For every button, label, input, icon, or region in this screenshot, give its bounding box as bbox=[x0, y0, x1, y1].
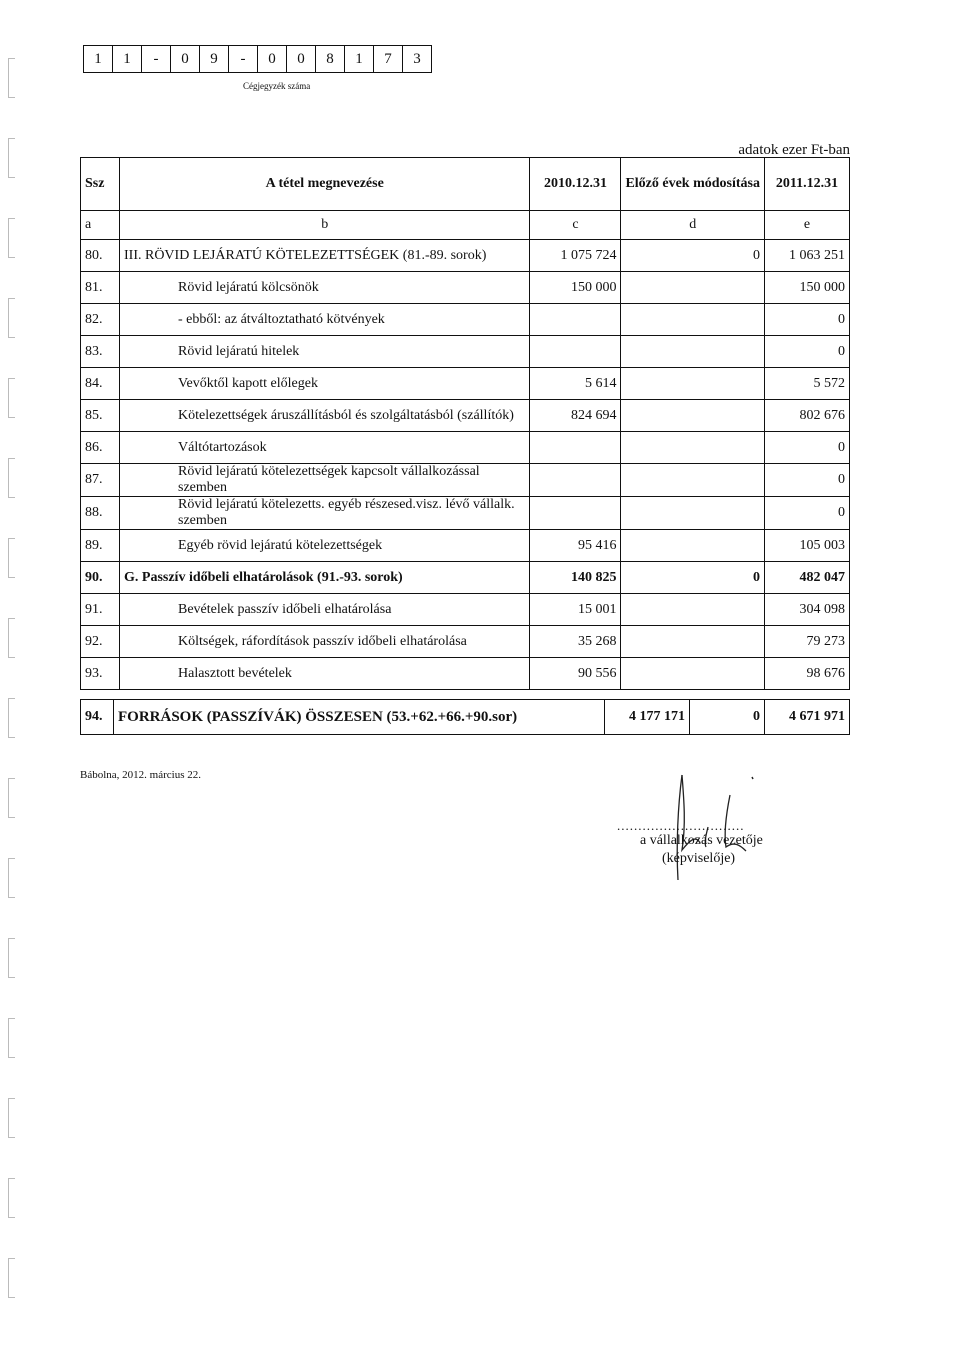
table-row bbox=[81, 497, 850, 530]
table-row bbox=[81, 304, 850, 336]
table-row bbox=[81, 530, 850, 562]
row-name: Rövid lejáratú hitelek bbox=[120, 336, 530, 368]
header-modification: Előző évek módosítása bbox=[621, 158, 765, 211]
signature-role bbox=[640, 832, 763, 868]
row-name: Rövid lejáratú kötelezettségek kapcsolt vállalkozással szemben bbox=[120, 464, 530, 497]
total-no: 94. bbox=[81, 700, 114, 735]
row-2011: 105 003 bbox=[765, 530, 850, 562]
row-modification bbox=[621, 368, 765, 400]
reg-digit: 0 bbox=[258, 46, 287, 72]
row-number: 89. bbox=[81, 530, 120, 562]
role-line-2: (képviselője) bbox=[662, 851, 736, 867]
row-2011: 0 bbox=[765, 432, 850, 464]
row-name: G. Passzív időbeli elhatárolások (91.-93. sorok) bbox=[120, 562, 530, 594]
row-2011: 482 047 bbox=[765, 562, 850, 594]
table-row bbox=[81, 400, 850, 432]
header-2011: 2011.12.31 bbox=[765, 158, 850, 211]
row-2010: 35 268 bbox=[530, 626, 621, 658]
row-name: - ebből: az átváltoztatható kötvények bbox=[120, 304, 530, 336]
table-row bbox=[81, 240, 850, 272]
row-2011: 150 000 bbox=[765, 272, 850, 304]
binder-mark bbox=[8, 1018, 15, 1058]
reg-digit: 8 bbox=[316, 46, 345, 72]
row-number: 92. bbox=[81, 626, 120, 658]
row-2011: 802 676 bbox=[765, 400, 850, 432]
row-number: 88. bbox=[81, 497, 120, 530]
unit-note: adatok ezer Ft-ban bbox=[738, 142, 850, 158]
reg-digit: 9 bbox=[200, 46, 229, 72]
row-modification bbox=[621, 432, 765, 464]
binder-mark bbox=[8, 698, 15, 738]
row-name: Halasztott bevételek bbox=[120, 658, 530, 690]
table-row bbox=[81, 464, 850, 497]
row-2010: 140 825 bbox=[530, 562, 621, 594]
table-row bbox=[81, 272, 850, 304]
table-row bbox=[81, 562, 850, 594]
total-name: FORRÁSOK (PASSZÍVÁK) ÖSSZESEN (53.+62.+66.+90.sor) bbox=[114, 700, 605, 735]
row-2010: 1 075 724 bbox=[530, 240, 621, 272]
header-name: A tétel megnevezése bbox=[120, 158, 530, 211]
row-2010 bbox=[530, 432, 621, 464]
row-modification: 0 bbox=[621, 562, 765, 594]
row-number: 93. bbox=[81, 658, 120, 690]
place-date: Bábolna, 2012. március 22. bbox=[80, 769, 201, 781]
registration-number bbox=[83, 45, 432, 73]
row-modification bbox=[621, 497, 765, 530]
table-row bbox=[81, 658, 850, 690]
row-2011: 0 bbox=[765, 497, 850, 530]
reg-separator: - bbox=[229, 46, 258, 72]
total-2010: 4 177 171 bbox=[605, 700, 690, 735]
table-row bbox=[81, 594, 850, 626]
row-modification bbox=[621, 594, 765, 626]
table-row bbox=[81, 432, 850, 464]
binder-mark bbox=[8, 858, 15, 898]
reg-digit: 3 bbox=[413, 50, 421, 67]
row-number: 80. bbox=[81, 240, 120, 272]
binder-mark bbox=[8, 778, 15, 818]
row-modification bbox=[621, 626, 765, 658]
header-row bbox=[81, 158, 850, 211]
row-2011: 0 bbox=[765, 336, 850, 368]
reg-digit: 7 bbox=[374, 46, 403, 72]
letter-b: b bbox=[120, 211, 530, 240]
row-2011: 79 273 bbox=[765, 626, 850, 658]
total-modification: 0 bbox=[690, 700, 765, 735]
binder-mark bbox=[8, 618, 15, 658]
row-2010 bbox=[530, 464, 621, 497]
row-2011: 0 bbox=[765, 304, 850, 336]
row-modification bbox=[621, 272, 765, 304]
table-row bbox=[81, 368, 850, 400]
binder-mark bbox=[8, 1098, 15, 1138]
row-modification: 0 bbox=[621, 240, 765, 272]
binder-mark bbox=[8, 58, 15, 98]
binder-mark bbox=[8, 138, 15, 178]
reg-digit: 0 bbox=[171, 46, 200, 72]
liabilities-table bbox=[80, 157, 850, 690]
row-name: Bevételek passzív időbeli elhatárolása bbox=[120, 594, 530, 626]
row-2010: 150 000 bbox=[530, 272, 621, 304]
row-number: 84. bbox=[81, 368, 120, 400]
reg-digit: 1 bbox=[113, 46, 142, 72]
registration-caption: Cégjegyzék száma bbox=[243, 81, 311, 91]
reg-digit: 0 bbox=[287, 46, 316, 72]
row-name: Rövid lejáratú kötelezetts. egyéb részesed.visz. lévő vállalk. szemben bbox=[120, 497, 530, 530]
row-name: Költségek, ráfordítások passzív időbeli elhatárolása bbox=[120, 626, 530, 658]
row-name: Kötelezettségek áruszállításból és szolgáltatásból (szállítók) bbox=[120, 400, 530, 432]
row-2011: 1 063 251 bbox=[765, 240, 850, 272]
total-2011: 4 671 971 bbox=[789, 709, 845, 724]
row-modification bbox=[621, 464, 765, 497]
binder-mark bbox=[8, 218, 15, 258]
row-number: 90. bbox=[81, 562, 120, 594]
binder-mark bbox=[8, 938, 15, 978]
row-2010: 824 694 bbox=[530, 400, 621, 432]
role-line-1: a vállalkozás vezetője bbox=[640, 833, 763, 848]
header-2010: 2010.12.31 bbox=[530, 158, 621, 211]
binder-mark bbox=[8, 1178, 15, 1218]
row-number: 83. bbox=[81, 336, 120, 368]
table-row bbox=[81, 336, 850, 368]
reg-separator: - bbox=[142, 46, 171, 72]
row-number: 81. bbox=[81, 272, 120, 304]
row-2011: 5 572 bbox=[765, 368, 850, 400]
row-number: 87. bbox=[81, 464, 120, 497]
signature-line: .............................. bbox=[617, 818, 745, 833]
binder-mark bbox=[8, 458, 15, 498]
binder-mark bbox=[8, 378, 15, 418]
header-ssz: Ssz bbox=[81, 158, 120, 211]
row-2011: 304 098 bbox=[765, 594, 850, 626]
row-modification bbox=[621, 400, 765, 432]
row-modification bbox=[621, 658, 765, 690]
row-2010: 15 001 bbox=[530, 594, 621, 626]
row-2010 bbox=[530, 497, 621, 530]
binder-mark bbox=[8, 538, 15, 578]
row-2010: 5 614 bbox=[530, 368, 621, 400]
letter-a: a bbox=[81, 211, 120, 240]
total-row bbox=[80, 699, 850, 735]
row-modification bbox=[621, 530, 765, 562]
row-2010 bbox=[530, 336, 621, 368]
binder-mark bbox=[8, 298, 15, 338]
row-name: Váltótartozások bbox=[120, 432, 530, 464]
letter-c: c bbox=[530, 211, 621, 240]
row-name: Vevőktől kapott előlegek bbox=[120, 368, 530, 400]
letter-d: d bbox=[621, 211, 765, 240]
row-2010: 95 416 bbox=[530, 530, 621, 562]
reg-digit: 1 bbox=[84, 46, 113, 72]
row-number: 85. bbox=[81, 400, 120, 432]
row-name: Rövid lejáratú kölcsönök bbox=[120, 272, 530, 304]
row-number: 91. bbox=[81, 594, 120, 626]
row-2010 bbox=[530, 304, 621, 336]
row-2011: 98 676 bbox=[765, 658, 850, 690]
letters-row bbox=[81, 211, 850, 240]
row-number: 82. bbox=[81, 304, 120, 336]
letter-e: e bbox=[765, 211, 850, 240]
row-2010: 90 556 bbox=[530, 658, 621, 690]
reg-digit: 1 bbox=[345, 46, 374, 72]
table-row bbox=[81, 626, 850, 658]
row-name: Egyéb rövid lejáratú kötelezettségek bbox=[120, 530, 530, 562]
row-modification bbox=[621, 304, 765, 336]
row-number: 86. bbox=[81, 432, 120, 464]
binder-mark bbox=[8, 1258, 15, 1298]
row-2011: 0 bbox=[765, 464, 850, 497]
row-modification bbox=[621, 336, 765, 368]
row-name: III. RÖVID LEJÁRATÚ KÖTELEZETTSÉGEK (81.-89. sorok) bbox=[120, 240, 530, 272]
